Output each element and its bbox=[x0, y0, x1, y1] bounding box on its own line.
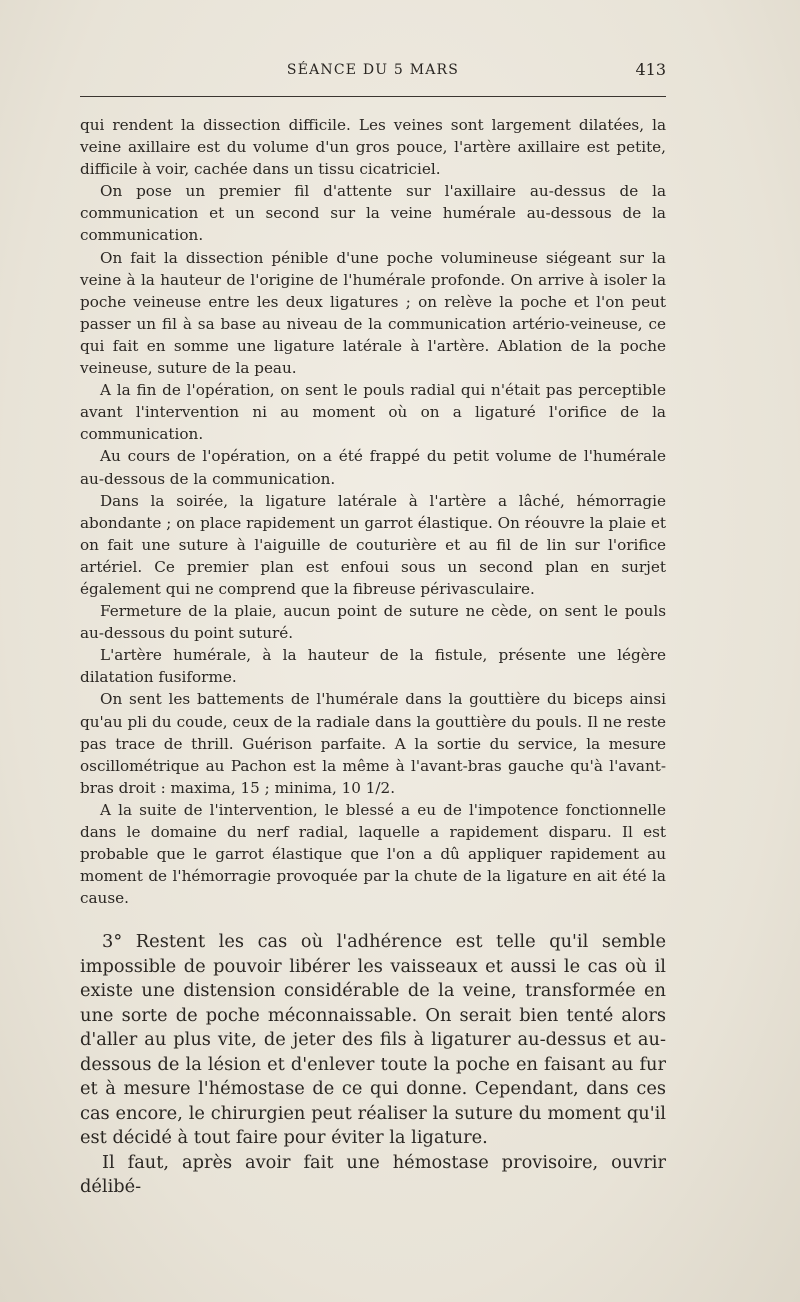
paragraph: Au cours de l'opération, on a été frappé du petit volume de l'humérale au-dessous de la communication. bbox=[80, 447, 666, 488]
paragraph: On pose un premier fil d'attente sur l'axillaire au-dessus de la communication et un second sur la veine humérale au-dessous de la communication. bbox=[80, 182, 666, 245]
paragraph: On fait la dissection pénible d'une poche volumineuse siégeant sur la veine à la hauteur de l'origine de l'humérale profonde. On arrive à isoler la poche veineuse entre les deux ligatures ; on relève la poche et l'on peut passer un fil à sa base au niveau de la communication artério-veineuse, ce qui fait en somme une ligature latérale à l'artère. Ablation de la poche veineuse, suture de la peau. bbox=[80, 248, 666, 378]
header-rule bbox=[80, 96, 666, 97]
running-head: SÉANCE DU 5 MARS bbox=[286, 62, 460, 78]
case-report-text bbox=[80, 114, 666, 909]
paragraph: On sent les battements de l'humérale dans la gouttière du biceps ainsi qu'au pli du coude, ceux de la radiale dans la gouttière du pouls. Il ne reste pas trace de thrill. Guérison parfaite. A la sortie du service, la mesure oscillométrique au Pachon est la même à l'avant-bras gauche qu'à l'avant-bras droit : maxima, 15 ; minima, 10 1/2. bbox=[80, 690, 666, 797]
paragraph: A la fin de l'opération, on sent le pouls radial qui n'était pas perceptible avant l'intervention ni au moment où on a ligaturé l'orifice de la communication. bbox=[80, 381, 666, 444]
paragraph: L'artère humérale, à la hauteur de la fistule, présente une légère dilatation fusiforme. bbox=[80, 646, 666, 687]
page-number: 413 bbox=[635, 60, 666, 79]
paragraph: Il faut, après avoir fait une hémostase provisoire, ouvrir délibé- bbox=[80, 1151, 666, 1197]
paragraph: Dans la soirée, la ligature latérale à l'artère a lâché, hémorragie abondante ; on place rapidement un garrot élastique. On réouvre la plaie et on fait une suture à l'aiguille de couturière et au fil de lin sur l'orifice artériel. Ce premier plan est enfoui sous un second plan en surjet également qui ne comprend que la fibreuse périvasculaire. bbox=[80, 491, 666, 598]
paragraph: qui rendent la dissection difficile. Les veines sont largement dilatées, la veine axillaire est du volume d'un gros pouce, l'artère axillaire est petite, difficile à voir, cachée dans un tissu cicatriciel. bbox=[80, 116, 666, 179]
paragraph: Fermeture de la plaie, aucun point de suture ne cède, on sent le pouls au-dessous du point suturé. bbox=[80, 602, 666, 643]
main-text bbox=[80, 930, 666, 1200]
paragraph: 3° Restent les cas où l'adhérence est telle qu'il semble impossible de pouvoir libérer les vaisseaux et aussi le cas où il existe une distension considérable de la veine, transformée en une sorte de poche méconnaissable. On serait bien tenté alors d'aller au plus vite, de jeter des fils à ligaturer au-dessus et au-dessous de la lésion et d'enlever toute la poche en faisant au fur et à mesure l'hémostase de ce qui donne. Cependant, dans ces cas encore, le chirurgien peut réaliser la suture du moment qu'il est décidé à tout faire pour éviter la ligature. bbox=[80, 931, 666, 1148]
page-header bbox=[80, 60, 666, 84]
paragraph: A la suite de l'intervention, le blessé a eu de l'impotence fonctionnelle dans le domaine du nerf radial, laquelle a rapidement disparu. Il est probable que le garrot élastique que l'on a dû appliquer rapidement au moment de l'hémorragie provoquée par la chute de la ligature en ait été la cause. bbox=[80, 800, 666, 908]
